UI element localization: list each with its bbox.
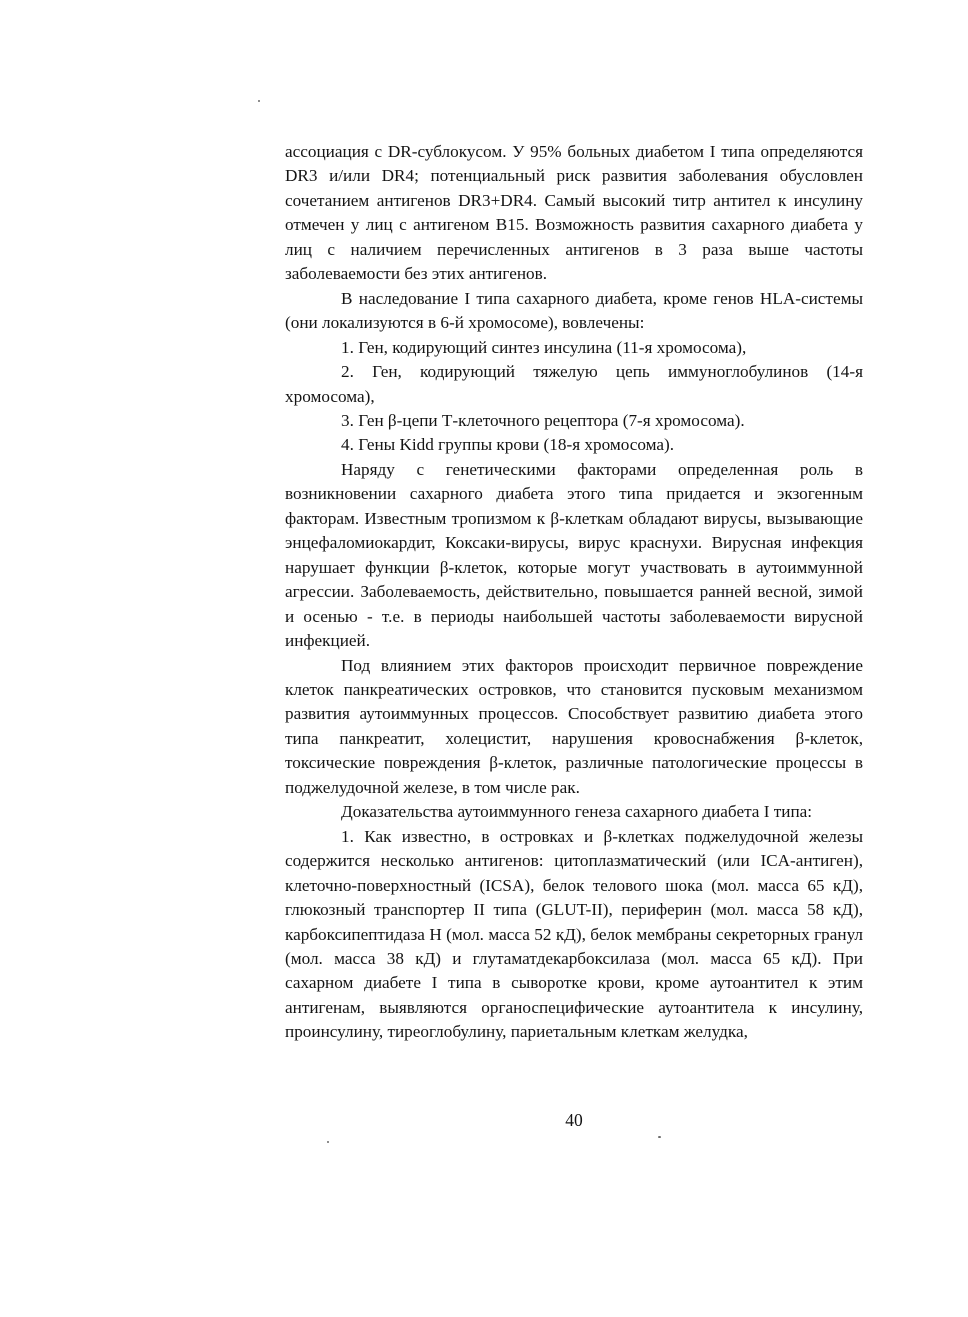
- list-item-immunoglobulin-gene: 2. Ген, кодирующий тяжелую цепь иммуноглобулинов (14-я хромосома),: [285, 362, 863, 406]
- scan-speck: [258, 100, 260, 102]
- list-item-t-cell-receptor-gene: 3. Ген β-цепи Т-клеточного рецептора (7-я хромосома).: [341, 410, 745, 430]
- scan-speck: [327, 1141, 329, 1143]
- paragraph-inheritance-intro: В наследование I типа сахарного диабета, кроме генов HLA-системы (они локализуются в 6-й хромосоме), вовлечены:: [285, 288, 863, 333]
- paragraph-exogenous-factors: Наряду с генетическими факторами определенная роль в возникновении сахарного диабета этого типа придается и экзогенным факторам. Известным тропизмом к β-клеткам обладают вирусы, вызывающие энцефаломиокардит, Коксаки-вирусы, вирус краснухи. Вирусная инфекция нарушает функции β-клеток, которые могут участвовать в аутоиммунной агрессии. Заболеваемость, действительно, повышается ранней весной, зимой и осенью - т.е. в периоды наибольшей частоты заболеваемости вирусной инфекцией.: [285, 459, 863, 651]
- paragraph-islet-antigens: 1. Как известно, в островках и β-клетках поджелудочной железы содержится несколько антигенов: цитоплазматический (или ICA-антиген), клеточно-поверхностный (ICSA), белок телового шока (мол. масса 65 кД), глюкозный транспортер II типа (GLUT-II), периферин (мол. масса 58 кД), карбоксипептидаза H (мол. масса 52 кД), белок мембраны секреторных гранул (мол. масса 38 кД) и глутаматдекарбоксилаза (мол. масса 65 кД). При сахарном диабете I типа в сыворотке крови, кроме аутоантител к этим антигенам, выявляются органоспецифические аутоантитела к инсулину, проинсулину, тиреоглобулину, париетальным клеткам желудка,: [285, 826, 863, 1042]
- list-item-kidd-genes: 4. Гены Kidd группы крови (18-я хромосома).: [341, 435, 675, 455]
- list-item-insulin-gene: 1. Ген, кодирующий синтез инсулина (11-я хромосома),: [341, 337, 747, 357]
- page-number: 40: [565, 1110, 583, 1130]
- paragraph-primary-damage: Под влиянием этих факторов происходит первичное повреждение клеток панкреатических островков, что становится пусковым механизмом развития аутоиммунных процессов. Способствует развитию диабета этого типа панкреатит, холецистит, нарушения кровоснабжения β-клеток, токсические повреждения β-клеток, различные патологические процессы в поджелудочной железе, в том числе рак.: [285, 655, 863, 797]
- paragraph-autoimmune-evidence-heading: Доказательства аутоиммунного генеза сахарного диабета I типа:: [341, 802, 813, 822]
- paragraph-hla-association: ассоциация с DR-сублокусом. У 95% больных диабетом I типа определяются DR3 и/или DR4; потенциальный риск развития заболевания обусловлен сочетанием антигенов DR3+DR4. Самый высокий титр антител к инсулину отмечен у лиц с антигеном B15. Возможность развития сахарного диабета у лиц с наличием перечисленных антигенов в 3 раза выше частоты заболеваемости без этих антигенов.: [285, 142, 863, 284]
- scan-speck: [658, 1136, 661, 1138]
- body-text: [285, 140, 863, 1045]
